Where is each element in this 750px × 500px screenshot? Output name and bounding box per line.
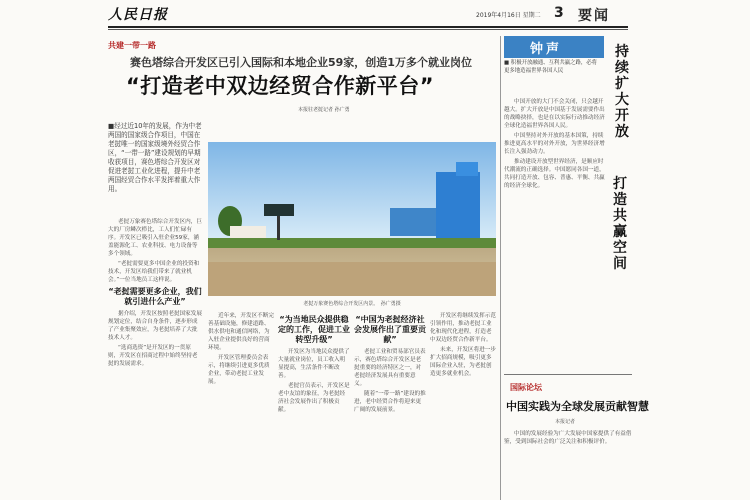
intl-byline: 本报记者: [555, 419, 576, 425]
article-subhead: 赛色塔综合开发区已引入国际和本地企业59家，创造1万多个就业岗位: [130, 56, 472, 69]
header-rule: [108, 26, 628, 28]
newspaper-logo: 人民日报: [108, 7, 168, 23]
commentary-body: [504, 98, 606, 370]
intl-headline: 中国实践为全球发展贡献智慧: [506, 400, 649, 413]
paragraph: “老挝需要更多中国企业的投资和技术，开发区给我们带来了就业机会。”一位当地员工这样说。: [108, 261, 200, 283]
article-column-4: [354, 312, 426, 500]
paragraph: 开发区管理委员会表示，将继续引进更多优质企业，带动老挝工业发展。: [208, 355, 270, 385]
paragraph: 老挝工业和贸易部官员表示，赛色塔综合开发区是老挝重要的经济特区之一，对老挝经济发展具有重要意义。: [354, 349, 426, 387]
article-lead: ■经过近10年的发展，作为中老两国的国家级合作项目，中国在老挝唯一的国家级境外经贸合作区，“一带一路”建设规划的早期收获项目，赛色塔综合开发区对促进老挝工业化进程，提升中老两国经贸合作水平发挥着重大作用。: [108, 122, 202, 193]
paragraph: 开发区为当地民众提供了大量就业岗位，员工收入明显提高，生活条件不断改善。: [278, 349, 350, 379]
paragraph: 中国开放的大门不会关闭，只会越开越大。扩大开放是中国基于发展需要作出的战略抉择，也是在以实际行动推动经济全球化造福世界各国人民。: [504, 99, 605, 129]
paragraph: 老挝万象赛色塔综合开发区内，巨大的厂房鳞次栉比，工人们忙碌有序。开发区已吸引入驻企业59家，涵盖能源化工、农业科技、电力设备等多个领域。: [108, 219, 202, 257]
paragraph: 据介绍，开发区按照老挝国家发展规划定位，结合自身条件，逐步形成了产业集聚效应，为老挝培养了大批技术人才。: [108, 311, 202, 341]
intl-kicker: 国际论坛: [510, 383, 542, 392]
article-photo: [208, 142, 496, 296]
issue-date: 2019年4月16日 星期二: [476, 12, 541, 19]
commentary-title-b: 打造共赢空间: [613, 176, 627, 272]
section-heading: “为当地民众提供稳定的工作，促进工业转型升级”: [278, 315, 350, 344]
paragraph: 未来，开发区将进一步扩大招商规模，吸引更多国际企业入驻，为老挝创造更多就业机会。: [430, 347, 496, 377]
header-rule-thin: [108, 29, 628, 30]
article-headline: “打造老中双边经贸合作新平台”: [126, 74, 435, 98]
column-divider: [500, 36, 501, 500]
section-rule: [504, 374, 632, 375]
paragraph: 开发区将继续发挥示范引领作用，推动老挝工业化和现代化进程，打造老中双边经贸合作新平台。: [430, 313, 496, 343]
section-heading: “中国为老挝经济社会发展作出了重要贡献”: [354, 315, 426, 344]
commentary-title-a: 持续扩大开放: [615, 44, 629, 140]
paragraph: 近年来，开发区不断完善基础设施，修建道路、供水供电和通信网络，为入驻企业提供良好的营商环境。: [208, 313, 274, 351]
article-kicker: 共建一带一路: [108, 41, 156, 50]
article-column-1: [108, 218, 202, 500]
section-name: 要闻: [578, 8, 610, 24]
paragraph: 推动建设开放型世界经济，是顺应时代潮流的正确选择。中国愿同各国一道，共同打造开放、包容、普惠、平衡、共赢的经济全球化。: [504, 159, 605, 189]
paragraph: “选商选资”是开发区的一贯原则，开发区在招商过程中始终坚持老挝的发展需求。: [108, 345, 198, 367]
paragraph: 随着“一带一路”建设的推进，老中经贸合作将迎来更广阔的发展前景。: [354, 391, 426, 413]
article-column-2: [208, 312, 274, 500]
article-column-5: [430, 312, 496, 500]
commentary-note: ■ 积极开放融通、互利共赢之路，必将更多地造福世界各国人民: [504, 60, 598, 74]
masthead: [108, 4, 628, 24]
intl-body: [504, 430, 632, 498]
paragraph: 中国坚持对外开放的基本国策，持续推进更高水平的对外开放，为世界经济增长注入强劲动力。: [504, 133, 605, 155]
paragraph: 老挝官员表示，开发区是老中友谊的象征，为老挝经济社会发展作出了积极贡献。: [278, 383, 350, 413]
commentary-label: 钟声: [530, 42, 563, 57]
page-number: 3: [554, 5, 564, 21]
article-byline: 本报驻老挝记者 孙广勇: [298, 107, 350, 113]
section-heading: “老挝需要更多企业，我们就引进什么产业”: [108, 287, 202, 306]
article-column-3: [278, 312, 350, 500]
paragraph: 中国的发展经验为广大发展中国家提供了有益借鉴，受到国际社会的广泛关注和积极评价。: [504, 431, 632, 445]
photo-caption: 老挝万象赛色塔综合开发区内景。 孙广勇摄: [303, 301, 401, 307]
